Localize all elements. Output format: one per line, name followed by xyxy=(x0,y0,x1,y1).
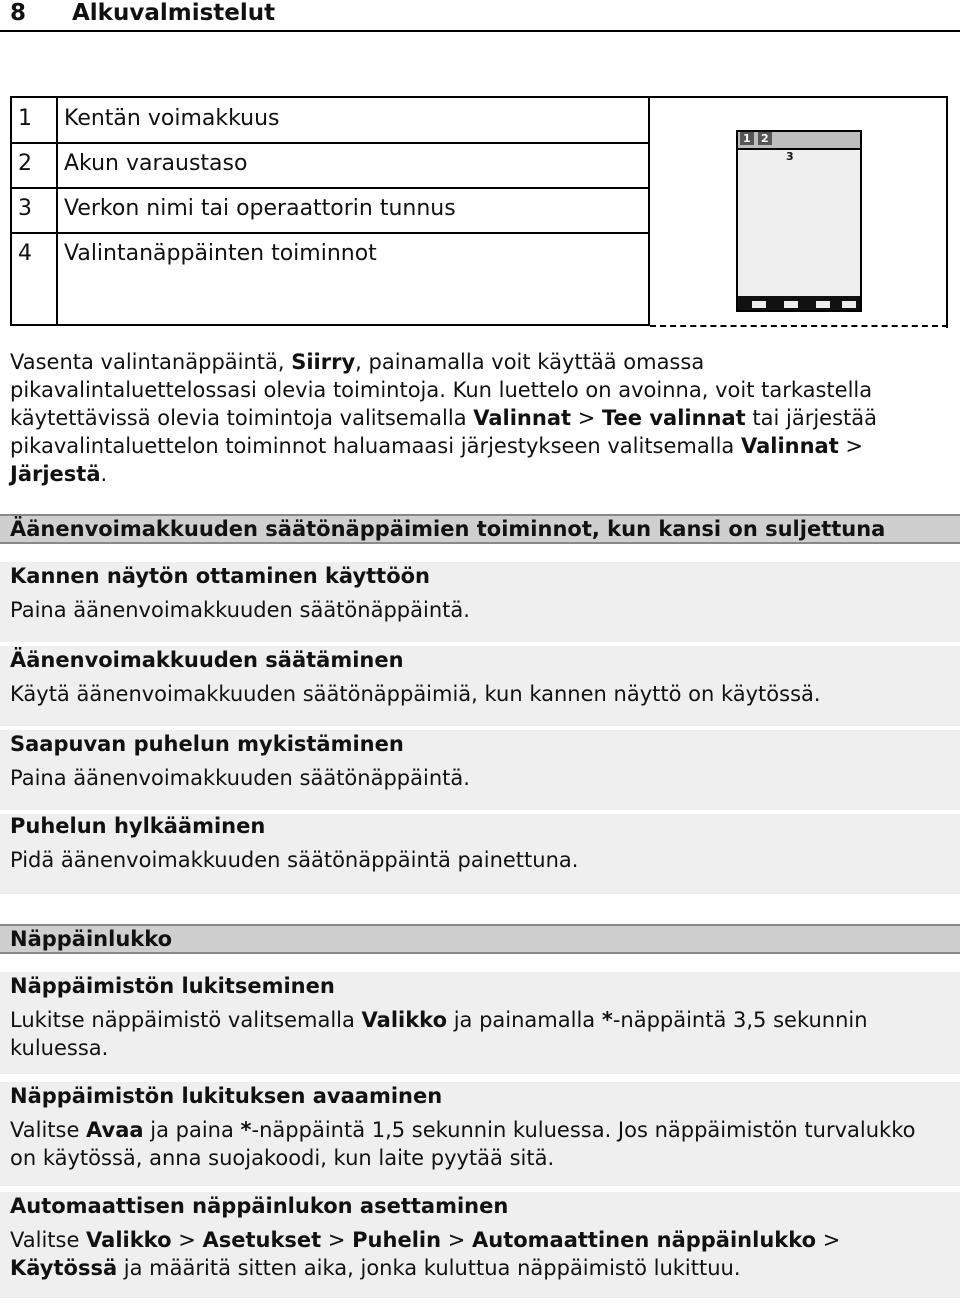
menu-term: Järjestä xyxy=(10,462,101,486)
legend-text: Kentän voimakkuus xyxy=(64,106,280,131)
block-text xyxy=(10,1116,940,1172)
text: tai järjestää pikavalintaluettelon toiminnot haluamaasi järjestykseen valitsemalla xyxy=(10,406,877,458)
info-block xyxy=(0,730,960,810)
menu-term: Automaattinen näppäinlukko xyxy=(472,1228,817,1252)
text: . xyxy=(100,462,108,486)
legend-row xyxy=(12,233,650,277)
text: > xyxy=(321,1228,353,1252)
chapter-title: Alkuvalmistelut xyxy=(72,0,276,26)
info-block xyxy=(0,814,960,894)
menu-term: Siirry xyxy=(291,350,356,374)
text: ja määritä sitten aika, jonka kuluttua näppäimistö lukittuu. xyxy=(117,1256,741,1280)
phone-status-bar xyxy=(738,132,860,150)
softkey-mark xyxy=(816,301,830,308)
callout-label: 2 xyxy=(758,132,772,145)
legend-row xyxy=(12,188,650,234)
page-number: 8 xyxy=(10,0,27,26)
softkey-mark xyxy=(752,301,766,308)
phone-screen-illustration xyxy=(736,130,862,312)
menu-term: Tee valinnat xyxy=(602,406,746,430)
text: , painamalla voit käyttää omassa pikavalintaluettelossasi olevia toimintoja. Kun luettelo on avoinna, voit tarkastella käytettävissä olevia toimintoja valitsemalla xyxy=(10,350,873,430)
callout-label: 3 xyxy=(786,150,794,163)
dashed-divider xyxy=(650,325,948,327)
block-heading: Puhelun hylkääminen xyxy=(10,814,266,838)
text: > xyxy=(441,1228,472,1252)
intro-paragraph xyxy=(10,348,940,488)
softkey-mark xyxy=(784,301,798,308)
menu-term: Valikko xyxy=(86,1228,172,1252)
legend-text: Akun varaustaso xyxy=(64,151,248,176)
text: > xyxy=(171,1228,203,1252)
menu-term: Avaa xyxy=(86,1118,144,1142)
page-header xyxy=(0,0,960,32)
info-block xyxy=(0,1192,960,1298)
menu-term: Valinnat xyxy=(740,434,839,458)
legend-number: 2 xyxy=(18,151,32,176)
section-heading xyxy=(0,514,960,544)
key-symbol: * xyxy=(240,1118,252,1142)
legend-text: Valintanäppäinten toiminnot xyxy=(64,241,377,266)
section-title: Näppäinlukko xyxy=(10,927,173,951)
block-heading: Kannen näytön ottaminen käyttöön xyxy=(10,564,431,588)
text: > xyxy=(816,1228,841,1252)
block-heading: Saapuvan puhelun mykistäminen xyxy=(10,732,404,756)
block-heading: Äänenvoimakkuuden säätäminen xyxy=(10,648,404,672)
text: > xyxy=(571,406,602,430)
text: Lukitse näppäimistö valitsemalla xyxy=(10,1008,362,1032)
section-title: Äänenvoimakkuuden säätönäppäimien toiminnot, kun kansi on suljettuna xyxy=(10,517,886,541)
text: Valitse xyxy=(10,1118,87,1142)
legend-row xyxy=(12,98,650,144)
block-text xyxy=(10,1006,940,1062)
menu-term: Valikko xyxy=(361,1008,448,1032)
block-text xyxy=(10,1226,940,1282)
info-block xyxy=(0,1082,960,1186)
legend-number: 1 xyxy=(18,106,32,131)
menu-term: Puhelin xyxy=(352,1228,442,1252)
block-text: Paina äänenvoimakkuuden säätönäppäintä. xyxy=(10,766,470,790)
block-text: Käytä äänenvoimakkuuden säätönäppäimiä, kun kannen näyttö on käytössä. xyxy=(10,682,821,706)
softkey-mark xyxy=(842,301,856,308)
text: -näppäintä 1,5 sekunnin kuluessa. Jos näppäimistön turvalukko on käytössä, anna suojakoodi, kun laite pyytää sitä. xyxy=(10,1118,916,1170)
text: Vasenta valintanäppäintä, xyxy=(10,350,292,374)
callout-label: 1 xyxy=(740,132,754,145)
legend-number: 3 xyxy=(18,196,32,221)
text: Valitse xyxy=(10,1228,87,1252)
legend-row xyxy=(12,143,650,189)
info-block xyxy=(0,972,960,1074)
text: > xyxy=(838,434,864,458)
menu-term: Käytössä xyxy=(10,1256,118,1280)
legend-number: 4 xyxy=(18,241,32,266)
menu-term: Valinnat xyxy=(473,406,572,430)
screen-legend-table xyxy=(10,96,650,326)
text: ja paina xyxy=(143,1118,241,1142)
info-block xyxy=(0,646,960,726)
text: ja painamalla xyxy=(447,1008,602,1032)
block-heading: Näppäimistön lukituksen avaaminen xyxy=(10,1084,443,1108)
text: -näppäintä 3,5 sekunnin kuluessa. xyxy=(10,1008,868,1060)
block-heading: Näppäimistön lukitseminen xyxy=(10,974,335,998)
legend-text: Verkon nimi tai operaattorin tunnus xyxy=(64,196,456,221)
menu-term: Asetukset xyxy=(202,1228,322,1252)
phone-softkey-bar xyxy=(738,296,860,310)
section-heading xyxy=(0,924,960,954)
block-heading: Automaattisen näppäinlukon asettaminen xyxy=(10,1194,509,1218)
block-text: Pidä äänenvoimakkuuden säätönäppäintä painettuna. xyxy=(10,848,579,872)
key-symbol: * xyxy=(601,1008,613,1032)
block-text: Paina äänenvoimakkuuden säätönäppäintä. xyxy=(10,598,470,622)
info-block xyxy=(0,562,960,642)
